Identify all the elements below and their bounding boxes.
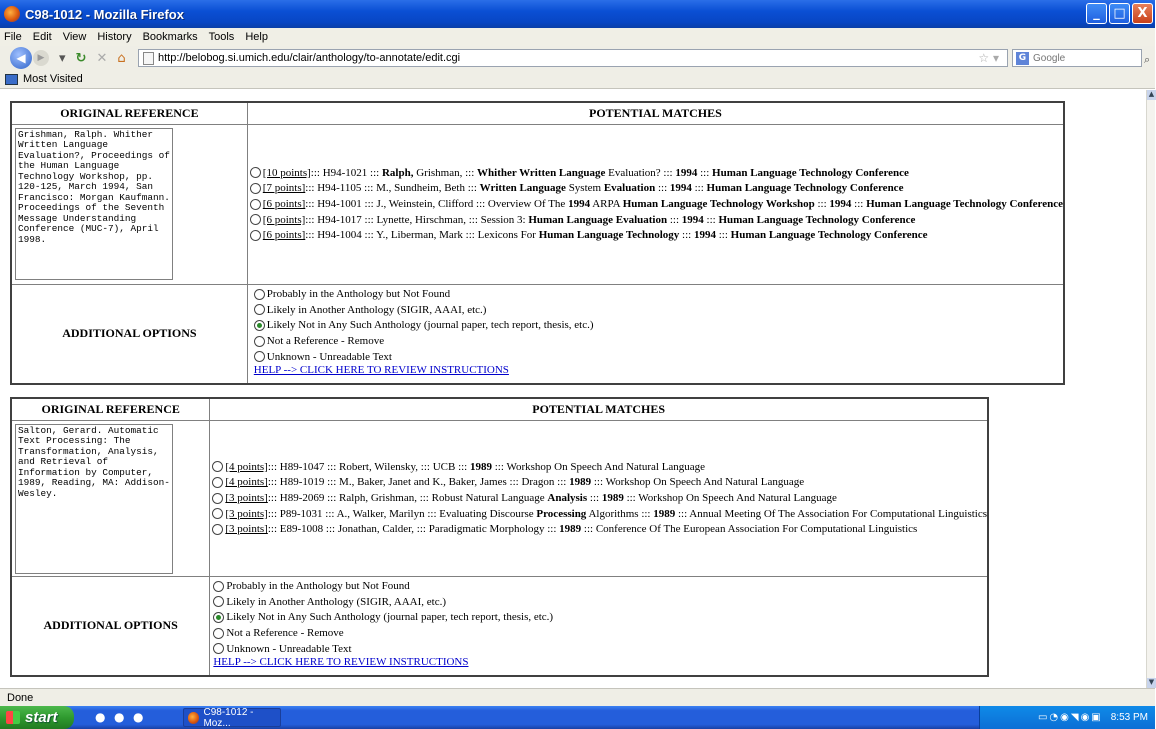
match-option[interactable] bbox=[250, 165, 1063, 181]
match-radio[interactable] bbox=[250, 167, 261, 178]
start-label: start bbox=[25, 709, 58, 726]
option-radio-selected[interactable] bbox=[213, 612, 224, 623]
menu-history[interactable]: History bbox=[97, 31, 132, 43]
match-option[interactable] bbox=[250, 212, 1063, 228]
match-text: ::: H94-1021 ::: Ralph, Grishman, ::: Whither Written Language Evaluation? ::: 1994 ::: Human Language Technology Conference bbox=[310, 166, 909, 179]
option-not-in-anthology[interactable] bbox=[213, 610, 987, 626]
scroll-up-icon[interactable]: ▲ bbox=[1148, 90, 1155, 98]
match-radio[interactable] bbox=[212, 477, 223, 488]
help-link[interactable]: HELP --> CLICK HERE TO REVIEW INSTRUCTIONS bbox=[253, 364, 509, 377]
window-title: C98-1012 - Mozilla Firefox bbox=[25, 6, 184, 22]
tray-icons[interactable]: ▭◔◉◥◉▣ bbox=[1037, 712, 1103, 723]
option-another-anthology[interactable] bbox=[254, 302, 1063, 318]
minimize-button[interactable]: _ bbox=[1086, 3, 1107, 24]
match-text: ::: H89-1019 ::: M., Baker, Janet and K., Baker, James ::: Dragon ::: 1989 ::: Workshop On Speech And Natural Language bbox=[267, 476, 805, 489]
match-text: ::: H89-2069 ::: Ralph, Grishman, ::: Robust Natural Language Analysis ::: 1989 ::: Workshop On Speech And Natural Language bbox=[267, 492, 837, 504]
reference-cell bbox=[11, 420, 210, 576]
points-link[interactable]: [10 points] bbox=[262, 166, 311, 179]
bookmarks-toolbar bbox=[0, 70, 1155, 89]
menu-edit[interactable]: Edit bbox=[32, 31, 52, 43]
option-radio-selected[interactable] bbox=[254, 320, 265, 331]
reference-row bbox=[11, 124, 1064, 284]
windows-flag-icon bbox=[6, 711, 20, 724]
match-radio[interactable] bbox=[250, 199, 261, 210]
close-button[interactable]: X bbox=[1132, 3, 1153, 24]
forward-icon[interactable]: ▶ bbox=[33, 50, 49, 66]
match-option[interactable] bbox=[212, 474, 987, 490]
media-icon[interactable]: ● bbox=[114, 710, 125, 724]
points-link[interactable]: [6 points] bbox=[262, 198, 306, 210]
window-controls bbox=[1086, 3, 1153, 24]
match-text: ::: H94-1004 ::: Y., Liberman, Mark ::: Lexicons For Human Language Technology ::: 1994 ::: Human Language Technology Conference bbox=[305, 229, 928, 242]
points-link[interactable]: [4 points] bbox=[225, 460, 268, 473]
options-row bbox=[11, 284, 1064, 384]
quicklaunch-icon[interactable]: ● bbox=[133, 710, 144, 724]
firefox-icon bbox=[188, 712, 199, 724]
reference-table bbox=[10, 397, 989, 677]
maximize-button[interactable]: □ bbox=[1109, 3, 1130, 24]
match-option[interactable] bbox=[212, 506, 987, 522]
match-radio[interactable] bbox=[212, 524, 223, 535]
points-link[interactable]: [6 points] bbox=[262, 213, 306, 226]
points-link[interactable]: [4 points] bbox=[225, 476, 268, 489]
most-visited-icon bbox=[5, 74, 18, 85]
match-radio[interactable] bbox=[212, 461, 223, 472]
points-link[interactable]: [3 points] bbox=[225, 507, 268, 520]
taskbar-item-firefox[interactable] bbox=[183, 708, 281, 727]
menu-file[interactable]: File bbox=[4, 31, 22, 43]
reload-icon[interactable]: ↻ bbox=[75, 50, 87, 66]
points-link[interactable]: [7 points] bbox=[262, 182, 306, 195]
option-label: Probably in the Anthology but Not Found bbox=[226, 580, 410, 593]
scroll-down-icon[interactable]: ▼ bbox=[1148, 678, 1155, 686]
help-link[interactable]: HELP --> CLICK HERE TO REVIEW INSTRUCTIONS bbox=[213, 656, 469, 669]
option-radio[interactable] bbox=[213, 581, 224, 592]
option-label: Likely in Another Anthology (SIGIR, AAAI, etc.) bbox=[226, 595, 447, 608]
additional-options-label: ADDITIONAL OPTIONS bbox=[11, 576, 210, 676]
match-option[interactable] bbox=[250, 228, 1063, 244]
menu-view[interactable]: View bbox=[62, 31, 87, 43]
menu-bookmarks[interactable]: Bookmarks bbox=[142, 31, 198, 43]
option-radio[interactable] bbox=[254, 289, 265, 300]
options-cell bbox=[210, 576, 988, 676]
options-row bbox=[11, 576, 988, 676]
option-radio[interactable] bbox=[213, 628, 224, 639]
reference-table bbox=[10, 101, 1065, 385]
option-unknown[interactable] bbox=[254, 349, 1063, 365]
option-radio[interactable] bbox=[254, 351, 265, 362]
vertical-scrollbar[interactable] bbox=[1146, 90, 1155, 688]
status-bar bbox=[0, 688, 1155, 706]
option-label: Unknown - Unreadable Text bbox=[266, 350, 392, 363]
matches-cell bbox=[210, 420, 988, 576]
reference-row bbox=[11, 420, 988, 576]
match-text: ::: H94-1017 ::: Lynette, Hirschman, ::: Session 3: Human Language Evaluation ::: 1994 ::: Human Language Technology Conference bbox=[305, 213, 916, 226]
option-another-anthology[interactable] bbox=[213, 594, 987, 610]
start-button[interactable] bbox=[0, 706, 74, 729]
url-input[interactable] bbox=[158, 52, 938, 64]
back-icon[interactable]: ◀ bbox=[10, 47, 32, 69]
match-text: ::: P89-1031 ::: A., Walker, Marilyn ::: Evaluating Discourse Processing Algorithms ::: 1989 ::: Annual Meeting Of The Association For Computational Linguistics bbox=[267, 507, 987, 520]
additional-options-label: ADDITIONAL OPTIONS bbox=[11, 284, 247, 384]
menu-bar bbox=[0, 28, 1155, 46]
google-icon[interactable]: G bbox=[1016, 52, 1029, 65]
potential-matches-header: POTENTIAL MATCHES bbox=[210, 398, 988, 420]
points-link[interactable]: [3 points] bbox=[225, 492, 268, 504]
most-visited-link[interactable]: Most Visited bbox=[23, 73, 83, 85]
original-reference-header: ORIGINAL REFERENCE bbox=[11, 102, 247, 124]
navigation-toolbar bbox=[0, 46, 1155, 70]
match-radio[interactable] bbox=[212, 508, 223, 519]
match-option[interactable] bbox=[212, 459, 987, 475]
points-link[interactable]: [6 points] bbox=[262, 229, 306, 242]
option-radio[interactable] bbox=[213, 596, 224, 607]
option-label: Unknown - Unreadable Text bbox=[226, 642, 352, 655]
address-bar[interactable] bbox=[138, 49, 1008, 67]
match-option[interactable] bbox=[250, 180, 1063, 196]
match-radio[interactable] bbox=[250, 230, 261, 241]
bookmark-star-icon[interactable]: ☆ ▾ bbox=[978, 51, 999, 65]
matches-cell bbox=[247, 124, 1064, 284]
header-row bbox=[11, 102, 1064, 124]
search-go-icon[interactable]: ⌕ bbox=[1144, 53, 1151, 66]
option-label: Not a Reference - Remove bbox=[226, 627, 344, 640]
points-link[interactable]: [3 points] bbox=[225, 523, 268, 536]
original-reference-header: ORIGINAL REFERENCE bbox=[11, 398, 210, 420]
option-radio[interactable] bbox=[254, 336, 265, 347]
match-option[interactable] bbox=[250, 196, 1063, 212]
option-label: Probably in the Anthology but Not Found bbox=[266, 288, 451, 301]
option-probably-in-anthology[interactable] bbox=[213, 579, 987, 595]
menu-help[interactable]: Help bbox=[245, 31, 268, 43]
match-radio[interactable] bbox=[250, 214, 261, 225]
match-option[interactable] bbox=[212, 490, 987, 506]
taskbar bbox=[0, 706, 1155, 729]
home-icon[interactable]: ⌂ bbox=[117, 50, 126, 66]
stop-icon[interactable]: ✕ bbox=[96, 50, 108, 66]
option-unknown[interactable] bbox=[213, 641, 987, 657]
reference-textarea[interactable]: Grishman, Ralph. Whither Written Language Evaluation?, Proceedings of the Human Language Technology Workshop, pp. 120-125, March 1994, San Francisco: Morgan Kaufmann. Proceedings of the Seventh Message Understanding Conference (MUC-7), April 1998. bbox=[15, 128, 173, 280]
reference-cell bbox=[11, 124, 247, 284]
status-text: Done bbox=[7, 691, 34, 704]
potential-matches-header: POTENTIAL MATCHES bbox=[247, 102, 1064, 124]
match-text: ::: H94-1105 ::: M., Sundheim, Beth ::: Written Language System Evaluation ::: 1994 ::: Human Language Technology Conference bbox=[305, 182, 904, 195]
option-not-a-reference[interactable] bbox=[213, 625, 987, 641]
option-label: Likely Not in Any Such Anthology (journal paper, tech report, thesis, etc.) bbox=[226, 611, 554, 624]
option-label: Likely in Another Anthology (SIGIR, AAAI, etc.) bbox=[266, 303, 487, 316]
option-radio[interactable] bbox=[213, 643, 224, 654]
match-option[interactable] bbox=[212, 522, 987, 538]
match-text: ::: E89-1008 ::: Jonathan, Calder, ::: Paradigmatic Morphology ::: 1989 ::: Conference Of The European Association For Computational Linguistics bbox=[267, 523, 918, 536]
ie-icon[interactable]: ● bbox=[95, 710, 106, 724]
clock: 8:53 PM bbox=[1110, 712, 1148, 723]
option-label: Not a Reference - Remove bbox=[266, 335, 385, 348]
search-box[interactable] bbox=[1012, 49, 1142, 67]
match-radio[interactable] bbox=[212, 493, 223, 504]
taskbar-item-label: C98-1012 - Moz... bbox=[203, 706, 254, 729]
options-cell bbox=[247, 284, 1064, 384]
option-label: Likely Not in Any Such Anthology (journal paper, tech report, thesis, etc.) bbox=[266, 319, 594, 332]
history-dropdown-icon[interactable]: ▾ bbox=[59, 50, 66, 66]
firefox-icon bbox=[4, 6, 20, 22]
menu-tools[interactable]: Tools bbox=[208, 31, 235, 43]
system-tray bbox=[979, 706, 1155, 729]
option-not-a-reference[interactable] bbox=[254, 333, 1063, 349]
option-not-in-anthology[interactable] bbox=[254, 318, 1063, 334]
page-content bbox=[0, 90, 1146, 688]
option-radio[interactable] bbox=[254, 304, 265, 315]
header-row bbox=[11, 398, 988, 420]
match-text: ::: H89-1047 ::: Robert, Wilensky, ::: UCB ::: 1989 ::: Workshop On Speech And Natural Language bbox=[267, 460, 706, 473]
match-radio[interactable] bbox=[250, 183, 261, 194]
reference-textarea[interactable]: Salton, Gerard. Automatic Text Processing: The Transformation, Analysis, and Retrieval of Information by Computer, 1989, Reading, MA: Addison-Wesley. bbox=[15, 424, 173, 574]
option-probably-in-anthology[interactable] bbox=[254, 287, 1063, 303]
match-text: ::: H94-1001 ::: J., Weinstein, Clifford ::: Overview Of The 1994 ARPA Human Language Technology Workshop ::: 1994 ::: Human Language Technology Conference bbox=[305, 198, 1063, 210]
search-input[interactable] bbox=[1033, 53, 1133, 64]
page-icon bbox=[143, 52, 154, 65]
window-titlebar bbox=[0, 0, 1155, 28]
